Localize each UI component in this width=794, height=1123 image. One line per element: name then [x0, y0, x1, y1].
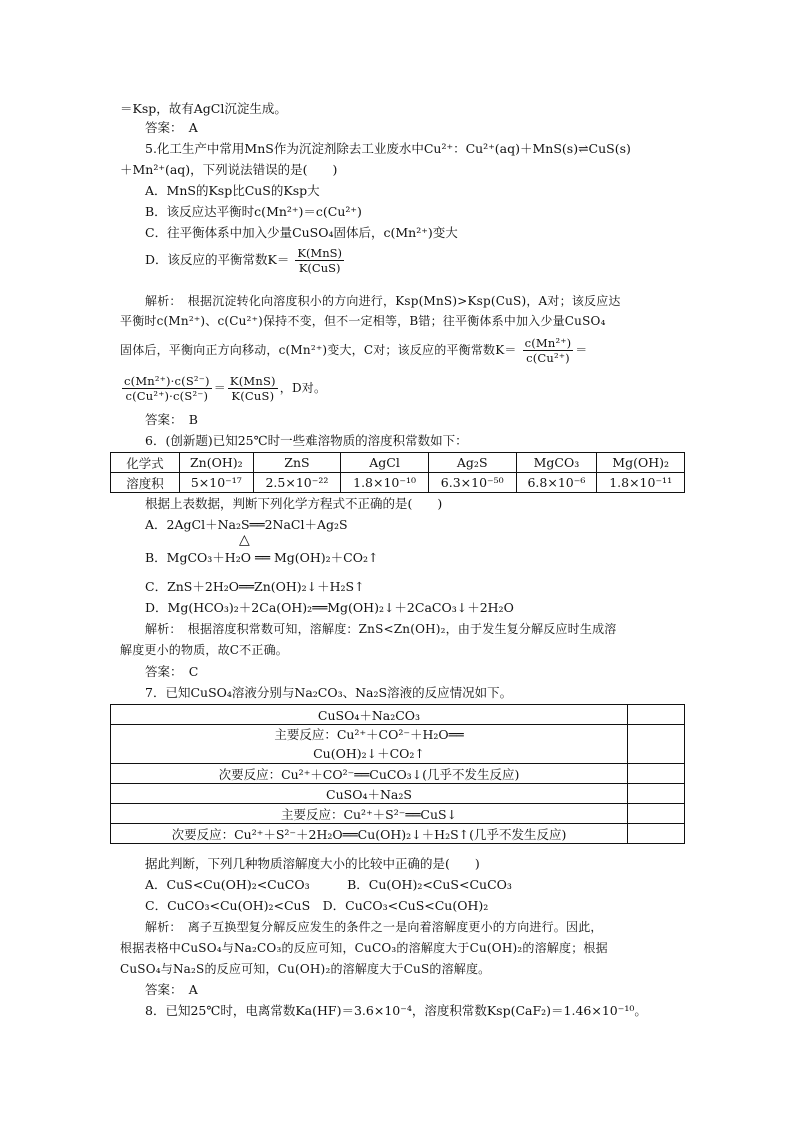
solution-5-line2: 平衡时c(Mn²⁺)、c(Cu²⁺)保持不变，但不一定相等，B错；往平衡体系中加入少量CuSO₄: [120, 314, 606, 328]
fraction-den: K⁡(CuS): [298, 261, 341, 275]
ksp-table: [110, 452, 685, 493]
fraction-den: c(Cu²⁺): [526, 351, 570, 365]
options-cd: C．CuCO₃<Cu(OH)₂<CuS D．CuCO₃<CuS<Cu(OH)₂: [145, 898, 489, 913]
answer-line: 答案： A: [145, 120, 198, 135]
fraction-den: c(Cu²⁺)·c(S²⁻): [125, 389, 209, 403]
table-cell: 主要反应：Cu²⁺＋S²⁻══CuS↓: [111, 804, 628, 824]
question-7-prompt: 据此判断，下列几种物质溶解度大小的比较中正确的是( ): [145, 856, 480, 871]
table-row: [111, 804, 685, 824]
option-a: A．2AgCl＋Na₂S══2NaCl＋Ag₂S: [145, 517, 348, 532]
solution-7-line2: 根据表格中CuSO₄与Na₂CO₃的反应可知，CuCO₃的溶解度大于Cu(OH)₂的溶解度；根据: [120, 941, 608, 955]
table-cell: ZnS: [253, 453, 341, 473]
table-cell: Zn(OH)₂: [180, 453, 254, 473]
fraction-num: c(Mn²⁺)·c(S²⁻): [124, 374, 210, 388]
equals-sign: ＝: [575, 343, 588, 357]
table-cell: Ag₂S: [428, 453, 516, 473]
equals-sign: ＝: [213, 381, 226, 395]
table-cell: CuSO₄＋Na₂CO₃: [111, 705, 628, 725]
fraction-k: [523, 336, 574, 365]
fraction-k3: [228, 374, 278, 403]
table-cell: 次要反应：Cu²⁺＋CO²⁻══CuCO₃↓(几乎不发生反应): [111, 764, 628, 784]
option-c: C．ZnS＋2H₂O══Zn(OH)₂↓＋H₂S↑: [145, 579, 365, 594]
table-cell: AgCl: [341, 453, 429, 473]
solution-5-end: ，D对。: [279, 381, 327, 395]
option-b: B．MgCO₃＋H₂O ══ Mg(OH)₂＋CO₂↑: [145, 550, 379, 565]
question-6: 6．(创新题)已知25℃时一些难溶物质的溶度积常数如下：: [145, 433, 468, 448]
table-cell: MgCO₃: [516, 453, 597, 473]
question-5-cont: ＋Mn²⁺(aq)，下列说法错误的是( ): [120, 162, 338, 177]
fraction-k2: [122, 374, 212, 403]
table-cell-empty: [628, 784, 685, 804]
table-cell: 化学式: [111, 453, 180, 473]
table-row: [111, 764, 685, 784]
table-cell-empty: [628, 764, 685, 784]
question-5: 5.化工生产中常用MnS作为沉淀剂除去工业废水中Cu²⁺：Cu²⁺(aq)＋MnS(s)⇌CuS(s): [145, 141, 631, 156]
answer-line: 答案： C: [145, 664, 199, 679]
table-cell: 溶度积: [111, 473, 180, 493]
options-ab: A．CuS<Cu(OH)₂<CuCO₃ B．Cu(OH)₂<CuS<CuCO₃: [145, 877, 512, 892]
table-cell-empty: [628, 824, 685, 844]
fraction-den: K⁡(CuS): [231, 389, 275, 403]
question-7: 7．已知CuSO₄溶液分别与Na₂CO₃、Na₂S溶液的反应情况如下。: [145, 685, 513, 700]
table-cell: CuSO₄＋Na₂S: [111, 784, 628, 804]
text-line: ＝Ksp，故有AgCl沉淀生成。: [120, 101, 287, 116]
reaction-line: Cu(OH)₂↓＋CO₂↑: [313, 746, 425, 761]
heat-symbol: △: [239, 532, 250, 548]
table-cell-empty: [628, 804, 685, 824]
solution-5-line3: [120, 336, 588, 365]
table-cell: 1.8×10⁻¹¹: [597, 473, 685, 493]
answer-line: 答案： A: [145, 982, 198, 997]
table-cell: 5×10⁻¹⁷: [180, 473, 254, 493]
fraction-num: K⁡(MnS): [229, 374, 276, 388]
table-cell-empty: [628, 725, 685, 764]
table-cell: 6.8×10⁻⁶: [516, 473, 597, 493]
table-row: [111, 453, 685, 473]
solution-7-line3: CuSO₄与Na₂S的反应可知，Cu(OH)₂的溶解度大于CuS的溶解度。: [120, 962, 491, 976]
fraction-num: c(Mn²⁺): [524, 336, 572, 350]
table-cell: 2.5×10⁻²²: [253, 473, 341, 493]
reaction-table: [110, 704, 685, 844]
option-b: B．该反应达平衡时c(Mn²⁺)＝c(Cu²⁺): [145, 204, 362, 219]
solution-6-line2: 解度更小的物质，故C不正确。: [120, 643, 288, 657]
table-cell: [111, 725, 628, 764]
solution-6-line1: 解析： 根据溶度积常数可知，溶解度：ZnS<Zn(OH)₂，由于发生复分解反应时生成溶: [145, 622, 617, 636]
solution-5-text: 固体后，平衡向正方向移动，c(Mn²⁺)变大，C对；该反应的平衡常数K＝: [120, 343, 517, 357]
table-row: [111, 705, 685, 725]
table-cell: 1.8×10⁻¹⁰: [341, 473, 429, 493]
fraction-num: K⁡(MnS): [297, 246, 342, 260]
fraction-ksp: [295, 246, 344, 275]
solution-5-line1: 解析： 根据沉淀转化向溶度积小的方向进行，Ksp(MnS)>Ksp(CuS)，A对；该反应达: [145, 294, 621, 308]
option-d: D．Mg(HCO₃)₂＋2Ca(OH)₂══Mg(OH)₂↓＋2CaCO₃↓＋2H₂O: [145, 600, 514, 615]
question-8: 8．已知25℃时，电离常数Ka(HF)＝3.6×10⁻⁴，溶度积常数Ksp(CaF₂)＝1.46×10⁻¹⁰。: [145, 1003, 647, 1018]
table-cell: 次要反应：Cu²⁺＋S²⁻＋2H₂O══Cu(OH)₂↓＋H₂S↑(几乎不发生反应): [111, 824, 628, 844]
answer-line: 答案： B: [145, 412, 198, 427]
question-6-prompt: 根据上表数据，判断下列化学方程式不正确的是( ): [145, 496, 443, 511]
solution-5-line4: [120, 374, 326, 403]
reaction-line: 主要反应：Cu²⁺＋CO²⁻＋H₂O══: [274, 727, 464, 742]
table-row: [111, 473, 685, 493]
table-cell-empty: [628, 705, 685, 725]
option-c: C．往平衡体系中加入少量CuSO₄固体后，c(Mn²⁺)变大: [145, 225, 458, 240]
table-row: [111, 784, 685, 804]
table-cell: Mg(OH)₂: [597, 453, 685, 473]
table-row: [111, 824, 685, 844]
table-row: [111, 725, 685, 764]
option-a: A．MnS的Ksp比CuS的Ksp大: [145, 183, 320, 198]
solution-7-line1: 解析： 离子互换型复分解反应发生的条件之一是向着溶解度更小的方向进行。因此，: [145, 920, 603, 934]
table-cell: 6.3×10⁻⁵⁰: [428, 473, 516, 493]
option-d: [145, 246, 346, 275]
option-d-text: D．该反应的平衡常数K＝: [145, 252, 290, 267]
